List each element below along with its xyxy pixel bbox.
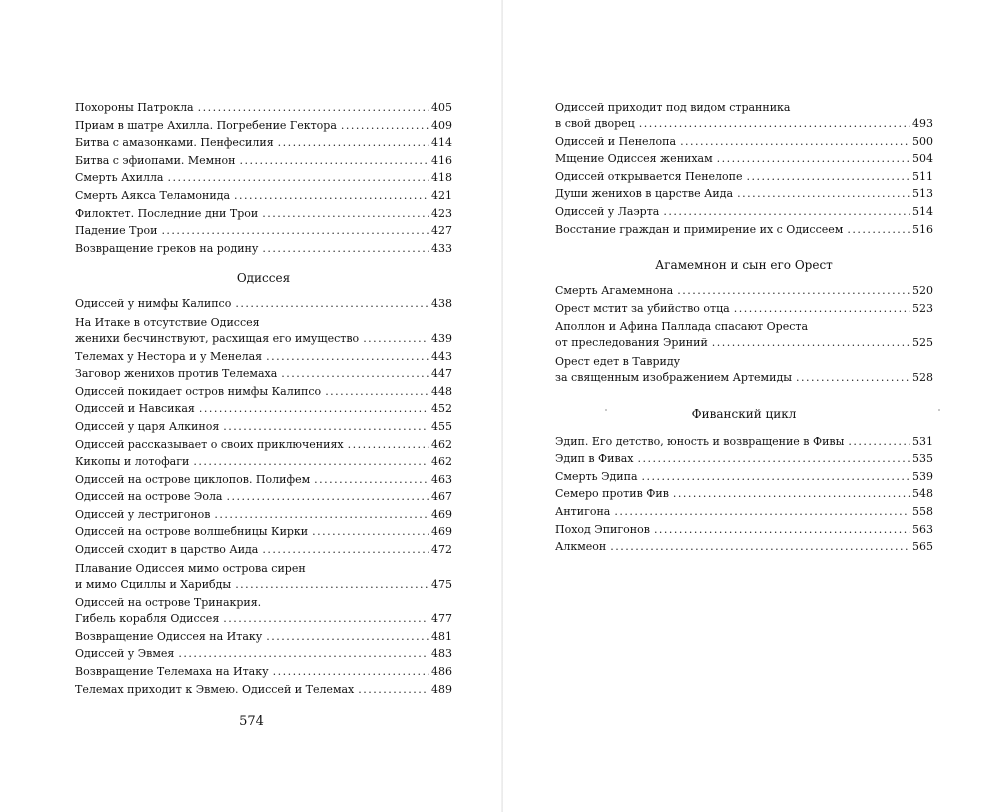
toc-entry-title: Эдип в Фивах: [555, 452, 634, 466]
dot-leader: [737, 185, 910, 203]
toc-entry-page: 493: [912, 117, 933, 130]
toc-entry-title-line1: Одиссей на острове Тринакрия.: [75, 596, 262, 610]
toc-entry-page: 525: [912, 336, 933, 350]
toc-entry-page: 486: [431, 665, 452, 679]
toc-entry-title: Приам в шатре Ахилла. Погребение Гектора: [75, 118, 337, 132]
dot-leader: [341, 117, 429, 135]
toc-entry: [555, 433, 933, 451]
toc-entry-page: 483: [431, 647, 452, 661]
dot-leader: [747, 168, 911, 186]
toc-entry-title: Смерть Ахилла: [75, 171, 164, 185]
dot-leader: [610, 538, 910, 556]
toc-entry-title: от преследования Эриний: [555, 336, 708, 350]
right-toc-column: [555, 100, 933, 556]
toc-entry-page: 539: [912, 469, 933, 483]
toc-entry-title: Одиссей у нимфы Калипсо: [75, 297, 232, 311]
toc-entry: [555, 185, 933, 203]
toc-entry-page: 535: [912, 452, 933, 466]
toc-entry: [75, 681, 452, 699]
toc-entry-page: 469: [431, 525, 452, 539]
toc-entry-title: Одиссей у Лаэрта: [555, 204, 660, 218]
toc-entry-title: Мщение Одиссея женихам: [555, 152, 713, 166]
toc-entry-page: 520: [912, 284, 933, 298]
dot-leader: [363, 330, 429, 348]
toc-entry-page: 500: [912, 134, 933, 148]
toc-entry-page: 414: [431, 136, 452, 150]
toc-entry-title: Возвращение Телемаха на Итаку: [75, 665, 269, 679]
toc-entry-page: 472: [431, 543, 452, 557]
dot-leader: [348, 436, 429, 454]
toc-entry-title: в свой дворец: [555, 117, 635, 130]
toc-entry-page: 477: [431, 612, 452, 626]
toc-entry: [75, 99, 452, 117]
dot-leader: [663, 203, 910, 221]
toc-entry: [75, 117, 452, 135]
dot-leader: [680, 133, 910, 151]
toc-entry: [75, 628, 452, 646]
toc-entry: [75, 645, 452, 663]
toc-entry-title-line1: Орест едет в Тавриду: [555, 354, 681, 368]
toc-entry-title: Похороны Патрокла: [75, 101, 194, 114]
toc-entry-page: 565: [912, 540, 933, 554]
dot-leader: [614, 503, 910, 521]
toc-entry-page: 409: [431, 118, 452, 132]
dot-leader: [639, 115, 910, 133]
dot-leader: [198, 99, 429, 117]
toc-entry: [75, 365, 452, 383]
toc-entry-page: 489: [431, 682, 452, 696]
toc-entry-title: женихи бесчинствуют, расхищая его имущество: [75, 331, 360, 345]
toc-entry: [75, 222, 452, 240]
dot-leader: [266, 628, 429, 646]
toc-entry: [75, 595, 452, 628]
dot-leader: [161, 222, 429, 240]
toc-entry-page: 443: [431, 349, 452, 363]
toc-entry: [75, 506, 452, 524]
toc-entry-page: 563: [912, 522, 933, 536]
toc-entry-page: 514: [912, 204, 933, 218]
toc-entry-page: 523: [912, 301, 933, 315]
dot-leader: [637, 450, 910, 468]
toc-entry-title: Смерть Агамемнона: [555, 284, 674, 298]
toc-entry: [75, 383, 452, 401]
toc-entry-page: 438: [431, 297, 452, 311]
toc-entry: [555, 100, 933, 133]
dot-leader: [796, 369, 910, 387]
left-page: [0, 0, 503, 812]
toc-entry-title: Поход Эпигонов: [555, 522, 650, 536]
dot-leader: [240, 152, 429, 170]
section-title-theban-cycle: Фиванский цикл: [691, 406, 797, 421]
dot-leader: [673, 485, 910, 503]
toc-entry-title: Одиссей на острове Эола: [75, 490, 223, 504]
toc-entry: [555, 168, 933, 186]
toc-entry-page: 462: [431, 437, 452, 451]
toc-entry-page: 405: [431, 101, 452, 114]
toc-entry-page: 481: [431, 629, 452, 643]
dot-leader: [848, 433, 910, 451]
dot-leader: [734, 300, 910, 318]
toc-entry: [75, 315, 452, 348]
toc-entry-title: Эдип. Его детство, юность и возвращение в Фивы: [555, 434, 845, 448]
left-toc-column: [75, 99, 452, 698]
toc-entry-title: Кикопы и лотофаги: [75, 455, 190, 469]
dot-leader: [273, 663, 429, 681]
toc-entry-title-line1: На Итаке в отсутствие Одиссея: [75, 315, 260, 329]
dot-leader: [199, 400, 429, 418]
toc-entry-title: Одиссей открывается Пенелопе: [555, 169, 743, 183]
toc-entry-title: Одиссей у лестригонов: [75, 507, 211, 521]
toc-entry: [75, 663, 452, 681]
toc-entry-title: Одиссей на острове циклопов. Полифем: [75, 472, 311, 486]
toc-entry-title: Заговор женихов против Телемаха: [75, 367, 278, 381]
dot-leader: [168, 169, 430, 187]
toc-entry-title: Филоктет. Последние дни Трои: [75, 206, 259, 220]
dot-leader: [193, 453, 429, 471]
section-title-agamemnon: Агамемнон и сын его Орест: [655, 258, 833, 273]
toc-entry-title: Алкмеон: [555, 540, 607, 554]
toc-entry: [555, 282, 933, 300]
dot-leader: [262, 205, 429, 223]
dot-leader: [223, 610, 429, 628]
dot-leader: [234, 187, 429, 205]
toc-entry-page: 455: [431, 419, 452, 433]
toc-entry-page: 558: [912, 504, 933, 518]
toc-entry-title-line1: Плавание Одиссея мимо острова сирен: [75, 561, 306, 575]
toc-entry: [555, 521, 933, 539]
toc-entry-title: Одиссей у Эвмея: [75, 647, 175, 661]
dot-leader: [266, 348, 429, 366]
toc-entry: [75, 471, 452, 489]
dot-leader: [262, 240, 429, 258]
dot-leader: [312, 523, 429, 541]
toc-entry-title: Души женихов в царстве Аида: [555, 187, 734, 201]
toc-entry: [555, 221, 933, 239]
toc-entry-title: Смерть Аякса Теламонида: [75, 188, 231, 202]
toc-entry-title: Падение Трои: [75, 224, 158, 238]
toc-entry-title: Одиссей покидает остров нимфы Калипсо: [75, 384, 322, 398]
toc-entry: [75, 205, 452, 223]
toc-entry-page: 427: [431, 224, 452, 238]
dot-leader: [227, 488, 430, 506]
dot-leader: [712, 334, 910, 352]
toc-entry-title-line1: Аполлон и Афина Паллада спасают Ореста: [555, 320, 809, 334]
dot-leader: [642, 468, 910, 486]
dot-leader: [278, 134, 429, 152]
toc-entry: [555, 354, 933, 387]
toc-entry-page: 513: [912, 187, 933, 201]
toc-entry-title: Одиссей сходит в царство Аида: [75, 543, 259, 557]
toc-entry: [75, 400, 452, 418]
dot-leader: [214, 506, 429, 524]
toc-entry: [555, 538, 933, 556]
toc-entry-page: 531: [912, 434, 933, 448]
toc-entry: [75, 169, 452, 187]
toc-entry-title: Битва с амазонками. Пенфесилия: [75, 136, 274, 150]
toc-entry-page: 504: [912, 152, 933, 166]
toc-entry-page: 467: [431, 490, 452, 504]
toc-entry: [75, 295, 452, 313]
toc-entry: [555, 300, 933, 318]
toc-entry: [555, 485, 933, 503]
toc-entry: [75, 453, 452, 471]
dot-leader: [325, 383, 429, 401]
dot-leader: [223, 418, 429, 436]
toc-entry-title: Возвращение Одиссея на Итаку: [75, 629, 263, 643]
toc-entry-title: Одиссей и Пенелопа: [555, 134, 677, 148]
dot-leader: [654, 521, 910, 539]
toc-entry-page: 447: [431, 367, 452, 381]
toc-entry: [75, 187, 452, 205]
toc-entry: [75, 541, 452, 559]
toc-entry-title: Телемах у Нестора и у Менелая: [75, 349, 263, 363]
toc-entry-page: 433: [431, 241, 452, 255]
toc-entry: [555, 450, 933, 468]
toc-entry-page: 516: [912, 222, 933, 236]
dot-leader: [178, 645, 429, 663]
toc-entry: [75, 240, 452, 258]
page-number: 574: [239, 714, 264, 729]
dot-leader: [717, 150, 910, 168]
scan-speck: [938, 409, 940, 411]
toc-entry-page: 462: [431, 455, 452, 469]
toc-entry-page: 439: [431, 331, 452, 345]
toc-entry-title: Гибель корабля Одиссея: [75, 612, 220, 626]
right-page: [503, 0, 1007, 812]
toc-entry-page: 469: [431, 507, 452, 521]
toc-entry-title: Антигона: [555, 504, 611, 518]
toc-entry-title: и мимо Сциллы и Харибды: [75, 577, 232, 591]
toc-entry-page: 448: [431, 384, 452, 398]
toc-entry: [555, 319, 933, 352]
dot-leader: [262, 541, 429, 559]
dot-leader: [235, 576, 429, 594]
toc-entry-page: 452: [431, 402, 452, 416]
toc-entry: [75, 418, 452, 436]
toc-entry: [555, 203, 933, 221]
toc-entry-title-line1: Одиссей приходит под видом странника: [555, 101, 791, 114]
toc-entry-page: 463: [431, 472, 452, 486]
toc-entry-title: Одиссей у царя Алкиноя: [75, 419, 220, 433]
toc-entry: [555, 133, 933, 151]
toc-entry: [75, 152, 452, 170]
scan-speck: [605, 409, 607, 411]
section-title-odyssey: Одиссея: [236, 271, 291, 286]
toc-entry-title: Семеро против Фив: [555, 487, 669, 501]
toc-entry-title: Одиссей на острове волшебницы Кирки: [75, 525, 309, 539]
dot-leader: [847, 221, 910, 239]
toc-entry: [75, 134, 452, 152]
toc-entry: [75, 436, 452, 454]
toc-entry-title: Телемах приходит к Эвмею. Одиссей и Телемах: [75, 682, 355, 696]
toc-entry: [555, 468, 933, 486]
toc-entry-page: 511: [912, 169, 933, 183]
toc-entry: [75, 488, 452, 506]
toc-entry-title: Битва с эфиопами. Мемнон: [75, 153, 236, 167]
toc-entry-page: 548: [912, 487, 933, 501]
dot-leader: [677, 282, 910, 300]
toc-entry: [555, 150, 933, 168]
toc-entry-title: Одиссей и Навсикая: [75, 402, 195, 416]
toc-entry-page: 421: [431, 188, 452, 202]
toc-entry-page: 475: [431, 577, 452, 591]
dot-leader: [235, 295, 429, 313]
toc-entry-title: Возвращение греков на родину: [75, 241, 259, 255]
toc-entry-page: 416: [431, 153, 452, 167]
dot-leader: [281, 365, 429, 383]
toc-entry: [555, 503, 933, 521]
toc-entry: [75, 523, 452, 541]
toc-entry-title: Орест мстит за убийство отца: [555, 301, 730, 315]
toc-entry-title: Одиссей рассказывает о своих приключениях: [75, 437, 344, 451]
toc-entry: [75, 348, 452, 366]
toc-entry-page: 528: [912, 370, 933, 384]
toc-entry: [75, 561, 452, 594]
toc-entry-title: Смерть Эдипа: [555, 469, 638, 483]
dot-leader: [358, 681, 429, 699]
toc-entry-page: 418: [431, 171, 452, 185]
toc-entry-page: 423: [431, 206, 452, 220]
toc-entry-title: за священным изображением Артемиды: [555, 370, 792, 384]
dot-leader: [314, 471, 429, 489]
toc-entry-title: Восстание граждан и примирение их с Одиссеем: [555, 222, 844, 236]
